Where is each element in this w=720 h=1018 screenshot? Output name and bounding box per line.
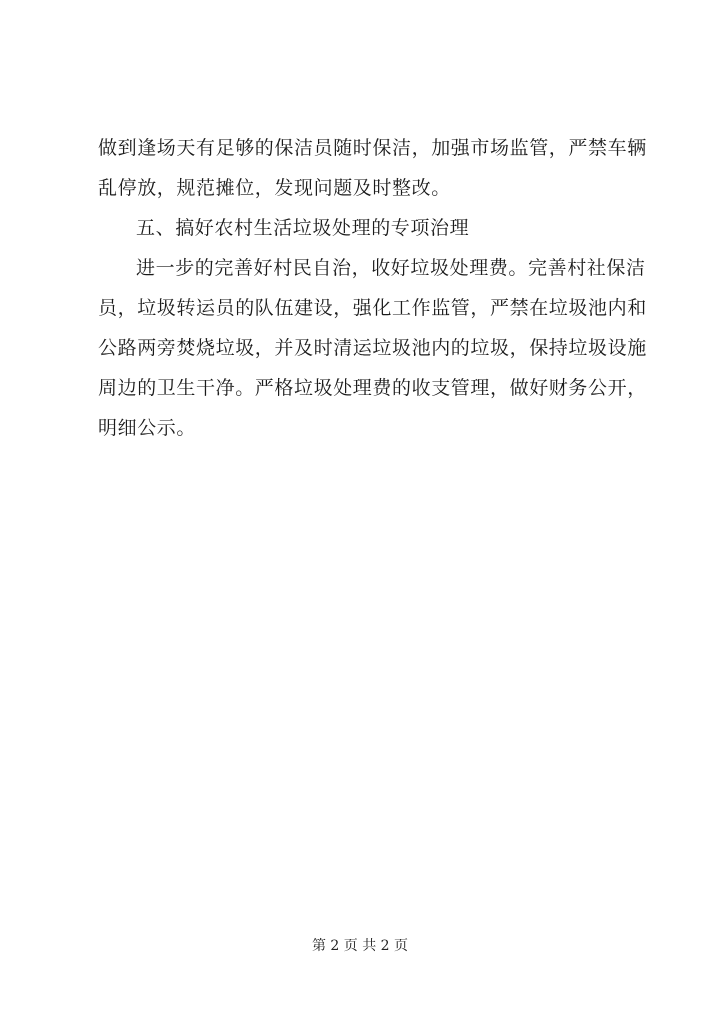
document-body [98,128,647,448]
paragraph-line: 进一步的完善好村民自治，收好垃圾处理费。完善村社保洁 [136,257,646,279]
paragraph-line: 乱停放，规范摊位，发现问题及时整改。 [98,177,451,199]
paragraph-line: 公路两旁焚烧垃圾，并及时清运垃圾池内的垃圾，保持垃圾设施 [98,337,647,359]
paragraph-line: 做到逢场天有足够的保洁员随时保洁，加强市场监管，严禁车辆 [98,137,647,159]
section-heading: 五、搞好农村生活垃圾处理的专项治理 [136,217,470,239]
paragraph-line: 明细公示。 [98,417,197,439]
paragraph-line: 员，垃圾转运员的队伍建设，强化工作监管，严禁在垃圾池内和 [98,297,647,319]
paragraph-line: 周边的卫生干净。严格垃圾处理费的收支管理，做好财务公开， [98,377,647,399]
page-number-footer: 第 2 页 共 2 页 [311,938,409,954]
